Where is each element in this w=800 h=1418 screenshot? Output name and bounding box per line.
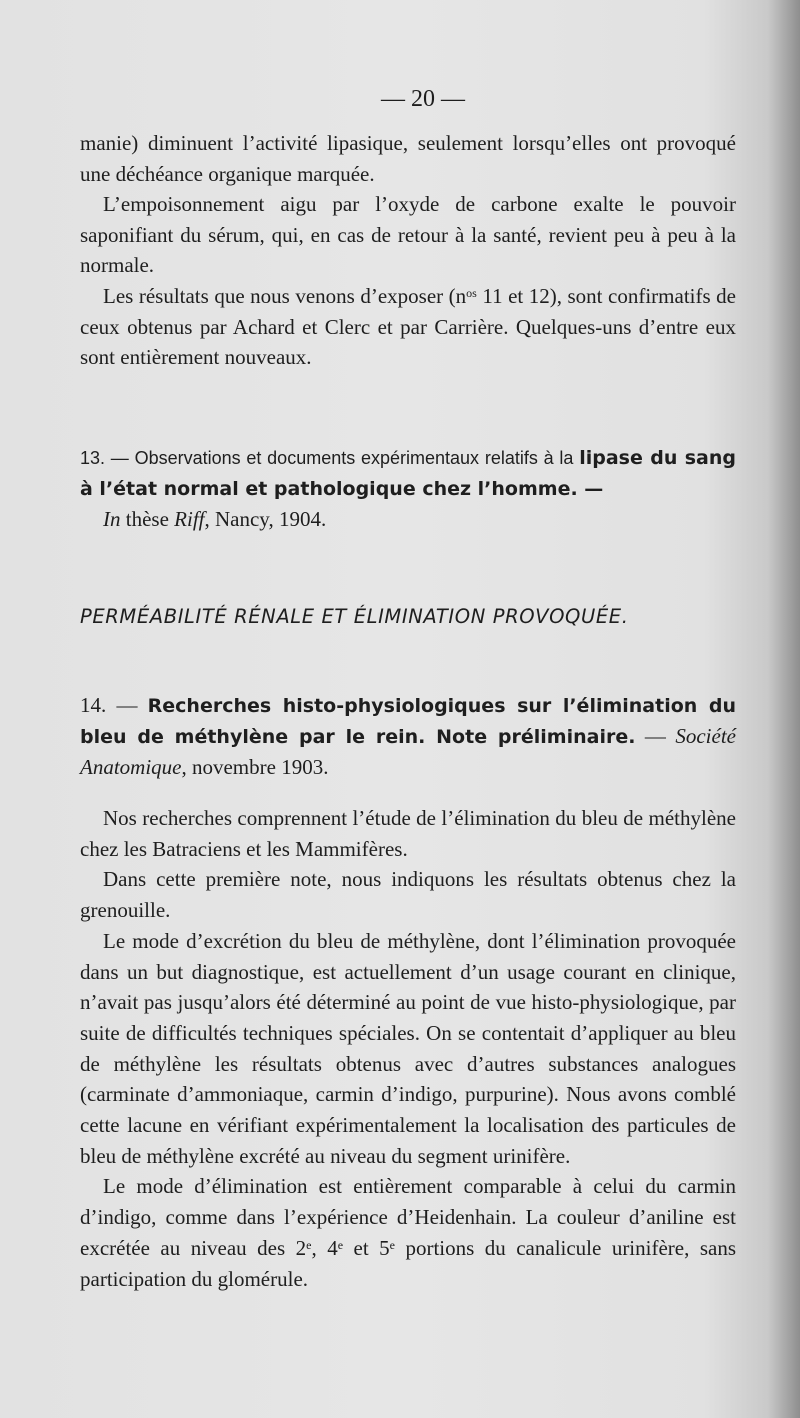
entry-prefix: 13. — Observations et documents expérimentaux relatifs à la (80, 448, 580, 468)
paragraph (80, 1171, 736, 1294)
paragraph-text: et 5 (343, 1235, 390, 1260)
paragraph (80, 281, 736, 373)
superscript: os (466, 285, 477, 300)
superscript: e (337, 1237, 344, 1252)
top-text-block (80, 128, 736, 373)
page-number: — 20 — (381, 86, 465, 112)
citation-place: , Nancy, 1904. (204, 507, 327, 531)
entry-citation (80, 504, 736, 534)
entry-text (80, 690, 736, 782)
paragraph: Dans cette première note, nous indiquons les résultats obtenus chez la grenouille. (80, 867, 736, 923)
paragraph: L’empoisonnement aigu par l’oxyde de carbone exalte le pouvoir saponifiant du sérum, qui, en cas de retour à la santé, revient peu à peu à la normale. (80, 192, 736, 278)
citation-date: , novembre 1903. (181, 755, 329, 779)
entry-number: 14. — (80, 693, 148, 717)
section-heading: PERMÉABILITÉ RÉNALE ET ÉLIMINATION PROVOQUÉE. (80, 605, 629, 628)
bibliography-entry-14 (80, 690, 736, 782)
bibliography-entry-13 (80, 442, 736, 534)
citation-these: thèse (120, 507, 175, 531)
entry-dash: — (635, 724, 676, 748)
superscript: e (306, 1237, 312, 1252)
citation-author: Riff (174, 507, 205, 531)
paragraph-text: , 4 (311, 1235, 338, 1260)
entry-text (80, 442, 736, 504)
paragraph: manie) diminuent l’activité lipasique, seulement lorsqu’elles ont provoqué une déchéance organique marquée. (80, 131, 736, 186)
paragraph-text: Les résultats que nous venons d’exposer (n (103, 283, 467, 308)
paragraph-text: portions du canalicule urinifère, sans participation du glomérule. (80, 1235, 736, 1291)
superscript: e (389, 1237, 395, 1252)
paragraph-text: 11 et 12), sont confirmatifs de ceux obtenus par Achard et Clerc et par Carrière. Quelques-uns d’entre eux sont entièrement nouveaux. (80, 283, 737, 370)
paragraph-text: Le mode d’élimination est entièrement comparable à celui du carmin d’indigo, comme dans l’expérience d’Heidenhain. La couleur d’aniline est excrétée au niveau des 2 (80, 1174, 736, 1260)
paragraph: Nos recherches comprennent l’étude de l’élimination du bleu de méthylène chez les Batraciens et les Mammifères. (80, 806, 736, 861)
citation-in: In (103, 507, 121, 531)
bottom-text-block (80, 803, 736, 1294)
paragraph: Le mode d’excrétion du bleu de méthylène, dont l’élimination provoquée dans un but diagnostique, est actuellement d’un usage courant en clinique, n’avait pas jusqu’alors été déterminé au point de vue histo-physiologique, par suite de difficultés techniques spéciales. On se contentait d’appliquer au bleu de méthylène les résultats obtenus avec d’autres substances analogues (carminate d’ammoniaque, carmin d’indigo, purpurine). Nous avons comblé cette lacune en vérifiant expérimentalement la localisation des particules de bleu de méthylène excrété au niveau du segment urinifère. (80, 928, 736, 1168)
entry-title: Recherches histo-physiologiques sur l’élimination du bleu de méthylène par le rein. Note préliminaire. (80, 695, 736, 748)
entry-title: lipase du sang à l’état normal et pathologique chez l’homme. (80, 447, 736, 500)
entry-dash: — (577, 478, 604, 500)
citation-society: Société Anatomique (80, 724, 736, 779)
